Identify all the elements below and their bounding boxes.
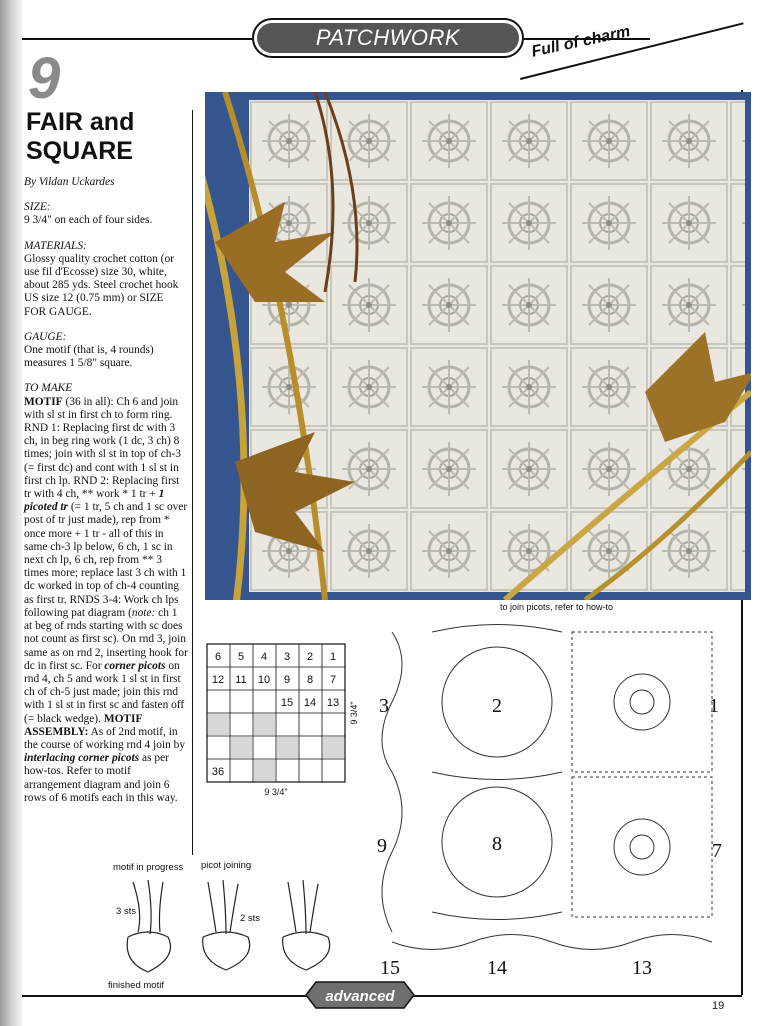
chart-motif-number: 13 (632, 957, 652, 979)
arrangement-cell: 3 (283, 651, 291, 663)
instructions-part-5: As of 2nd motif, in the course of working rnd 4 join by (24, 725, 186, 751)
width-dimension: 9 3/4" (264, 787, 288, 797)
motif-arrangement-diagram (203, 640, 363, 805)
size-text: 9 3/4" on each of four sides. (24, 214, 153, 227)
project-title (26, 108, 134, 166)
chart-motif-number: 9 (377, 835, 387, 857)
instructions-part-2: (= 1 tr, 5 ch and 1 sc over post of tr just made), rep from * once more + 1 tr - all of this in same ch-3 lp below, 6 ch, 1 sc in next ch lp, 6 ch, rep from ** 3 times more; replace last 3 ch with 1 dc worked in top of ch-4 counting as first tr. RNDS 3-4: Work ch lps following pat diagram ( (24, 501, 188, 619)
photo-illustration (205, 92, 751, 600)
arrangement-cell: 36 (211, 766, 225, 778)
project-photo (205, 92, 751, 600)
howto-3sts-label: 3 sts (116, 906, 137, 917)
motif-count: (36 in all): (65, 395, 114, 408)
arrangement-cell: 11 (235, 674, 247, 686)
arrangement-cell: 15 (280, 697, 294, 709)
arrangement-grid (203, 640, 363, 800)
size-label: SIZE: (24, 201, 51, 214)
page-number: 19 (712, 1000, 725, 1012)
frame-line (22, 38, 252, 40)
motif-heading: MOTIF (24, 395, 63, 408)
arrangement-cell: 8 (306, 674, 314, 686)
chart-motif-number: 2 (492, 695, 502, 717)
howto-2sts-label: 2 sts (240, 913, 261, 924)
arrangement-cell: 13 (326, 697, 340, 709)
stitch-chart-drawing (372, 612, 724, 992)
chart-motif-number: 15 (380, 957, 400, 979)
column-divider (192, 110, 193, 855)
picot-term: 1 picoted tr (24, 488, 165, 514)
howto-progress-label: motif in progress (113, 862, 184, 873)
arrangement-cell: 6 (214, 651, 222, 663)
section-title: PATCHWORK CROCHET (257, 23, 519, 53)
interlace-term: interlacing corner picots (24, 752, 140, 765)
title-line-2: SQUARE (26, 137, 133, 165)
byline: By Vildan Uckardes (24, 176, 115, 188)
arrangement-cell: 1 (329, 651, 337, 663)
chart-motif-number: 14 (487, 957, 507, 979)
corner-picots-term: corner picots (104, 659, 166, 672)
arrangement-cell: 4 (260, 651, 268, 663)
section-header (252, 18, 524, 80)
note-label: note: (131, 606, 156, 619)
badge-shape (300, 978, 420, 1012)
title-line-1: FAIR and (26, 108, 135, 136)
difficulty-label: advanced (325, 988, 395, 1005)
chart-motif-number: 7 (712, 840, 722, 862)
gauge-text: One motif (that is, 4 rounds) measures 1 5/8" square. (24, 344, 154, 370)
tagline: Full of charm (530, 23, 632, 61)
howto-finished-label: finished motif (108, 980, 164, 991)
instructions-part-6: as per how-tos. Refer to motif arrangement diagram and join 6 rows of 6 motifs each in this way. (24, 752, 178, 804)
chart-motif-number: 1 (709, 695, 719, 717)
materials-label: MATERIALS: (24, 239, 87, 252)
difficulty-badge (300, 978, 420, 1012)
instructions-label: TO MAKE (24, 382, 73, 395)
photo-caption: to join picots, refer to how-to (500, 602, 614, 612)
instructions-part-3: ch 1 at beg of rnds starting with sc does not count as first sc). On rnd 3, join same as on rnd 2, inserting hook for dc in first sc. For (24, 606, 188, 672)
arrangement-cell: 12 (211, 674, 225, 686)
arrangement-cell: 5 (237, 651, 245, 663)
arrangement-cell: 14 (303, 697, 317, 709)
pattern-text (24, 176, 188, 805)
instructions-part-1: Ch 6 and join with sl st in first ch to form ring. RND 1: Replacing first dc with 3 ch, in beg ring work (1 dc, 3 ch) 8 times; join with sl st in top of ch-3 (= first dc) and cont with 1 sl st in first ch lp. RND 2: Replacing first tr with 4 ch, ** work * 1 tr + (24, 395, 181, 501)
arrangement-cell: 9 (283, 674, 291, 686)
assembly-heading: MOTIF ASSEMBLY: (24, 712, 142, 738)
page-gutter-shadow (0, 0, 22, 1026)
height-dimension: 9 3/4" (349, 701, 359, 725)
chart-motif-number: 8 (492, 833, 502, 855)
howto-joining-label: picot joining (201, 860, 252, 871)
arrangement-cell: 7 (329, 674, 337, 686)
project-number: 9 (28, 46, 61, 111)
howto-drawings (108, 872, 358, 982)
instructions-part-4: on rnd 4, ch 5 and work 1 sl st in first ch of ch-5 just made; join this rnd with 1 sl st in first sc and fasten off (= black wedge). (24, 659, 185, 725)
materials-text: Glossy quality crochet cotton (or use fil d'Ecosse) size 30, white, about 285 yds. Steel crochet hook US size 12 (0.75 mm) or SIZE FOR GAUGE. (24, 252, 179, 318)
stitch-chart (372, 612, 724, 992)
arrangement-cell: 10 (257, 674, 271, 686)
howto-illustrations (108, 872, 358, 987)
gauge-label: GAUGE: (24, 330, 67, 343)
arrangement-cell: 2 (306, 651, 314, 663)
chart-motif-number: 3 (379, 695, 389, 717)
